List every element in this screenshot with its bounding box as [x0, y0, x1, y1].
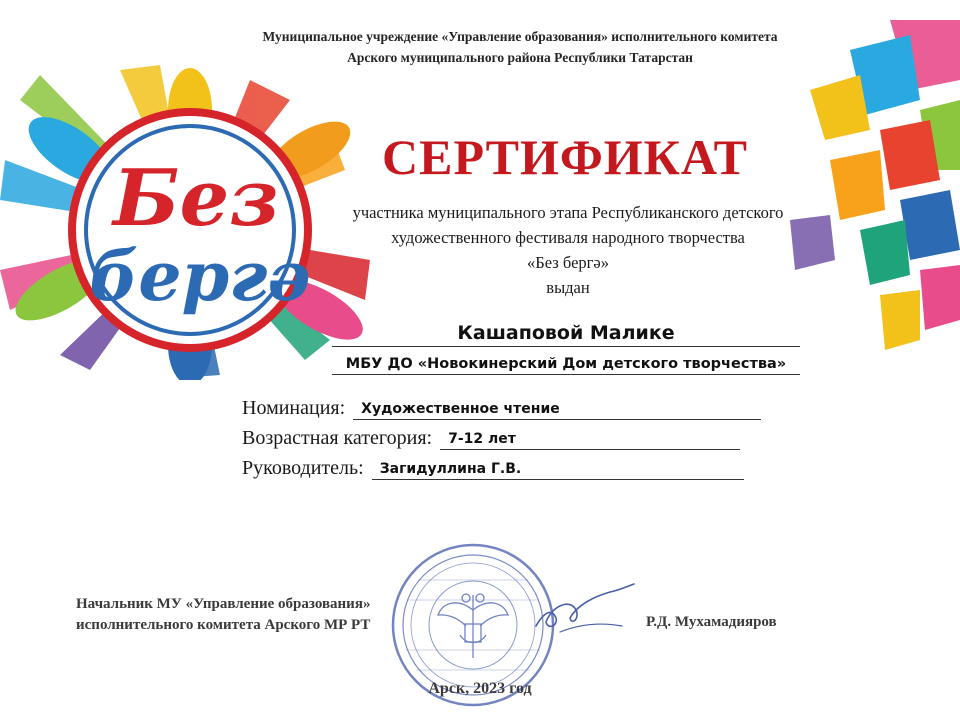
description-line-3: «Без бергә»: [527, 253, 609, 272]
age-category-value: 7-12 лет: [440, 429, 740, 450]
leader-label: Руководитель:: [242, 457, 364, 479]
certificate-description: [268, 200, 868, 300]
nomination-label: Номинация:: [242, 397, 346, 419]
logo-text-line1: Без: [112, 153, 280, 244]
description-line-4: выдан: [546, 278, 590, 297]
signer-name: Р.Д. Мухамадияров: [646, 614, 777, 630]
description-line-1: участника муниципального этапа Республиканского детского: [352, 203, 784, 222]
signer-position-line-2: исполнительного комитета Арского МР РТ: [76, 617, 371, 633]
nomination-row: [242, 394, 761, 420]
leader-row: [242, 454, 744, 480]
certificate-title: СЕРТИФИКАТ: [381, 129, 748, 185]
signer-position-line-1: Начальник МУ «Управление образования»: [76, 596, 371, 612]
header-line-1: Муниципальное учреждение «Управление образования» исполнительного комитета: [262, 29, 778, 44]
description-line-2: художественного фестиваля народного творчества: [391, 228, 745, 247]
nomination-value: Художественное чтение: [353, 399, 761, 420]
recipient-name: Кашаповой Малике: [332, 320, 800, 347]
city-year: Арск, 2023 год: [428, 680, 532, 697]
issuer-header: [150, 26, 890, 68]
age-category-label: Возрастная категория:: [242, 427, 433, 449]
signature: [530, 582, 640, 640]
recipient-organization: МБУ ДО «Новокинерский Дом детского творчества»: [332, 352, 800, 375]
logo-text-line2: бергә: [89, 237, 311, 317]
header-line-2: Арского муниципального района Республики Татарстан: [347, 50, 693, 65]
decorative-cubes: [770, 20, 960, 360]
age-category-row: [242, 424, 740, 450]
signer-position: [76, 594, 370, 636]
leader-value: Загидуллина Г.В.: [372, 459, 744, 480]
